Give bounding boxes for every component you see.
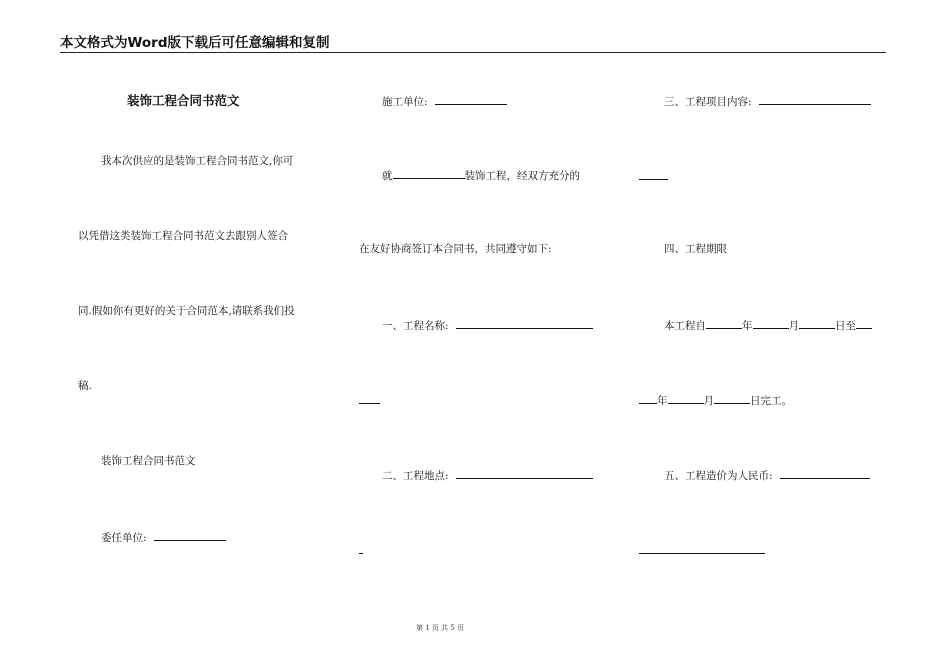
contractor-blank (435, 93, 507, 105)
item4-heading: 四、工程期限 (664, 243, 727, 255)
intro-line-3: 同.假如你有更好的关于合同范本,请联系我们投 (78, 305, 295, 317)
page-footer: 第 1 页 共 5 页 (415, 624, 465, 632)
project-clause (382, 167, 580, 183)
document-title: 装饰工程合同书范文 (127, 93, 240, 108)
intro-line-4: 稿. (78, 380, 92, 392)
period-end-line (639, 392, 792, 408)
period-start-line (664, 317, 872, 333)
client-blank (154, 529, 226, 541)
item5-field (664, 467, 870, 483)
start-year-blank (706, 317, 742, 329)
project-blank (393, 167, 465, 179)
item2-blank-continued (359, 553, 363, 554)
client-label: 委任单位: (101, 532, 147, 544)
end-month-text: 月 (703, 395, 714, 407)
item3-label: 三、工程项目内容: (664, 96, 752, 108)
end-year-text: 年 (657, 395, 668, 407)
item1-field (382, 317, 593, 333)
end-month-blank (668, 392, 704, 404)
item2-blank (456, 467, 593, 479)
item1-label: 一、工程名称: (382, 320, 449, 332)
item5-blank (780, 467, 870, 479)
client-field (101, 529, 226, 545)
start-month-blank (753, 317, 789, 329)
item2-label: 二、工程地点: (382, 470, 449, 482)
project-text: 装饰工程，经双方充分的 (464, 170, 580, 182)
end-year-blank-continued (639, 392, 657, 404)
section-subtitle: 装饰工程合同书范文 (101, 455, 196, 467)
completion-text: 日完工。 (750, 395, 792, 407)
document-header: 本文格式为Word版下载后可任意编辑和复制 (60, 35, 330, 51)
item1-blank (456, 317, 593, 329)
item3-blank (759, 93, 871, 105)
item3-field (664, 93, 871, 109)
negotiate-clause: 在友好协商签订本合同书，共同遵守如下: (359, 243, 552, 255)
header-divider (60, 52, 886, 53)
day-to-text: 日至 (835, 320, 856, 332)
start-day-blank (799, 317, 835, 329)
end-day-blank (714, 392, 750, 404)
item5-label: 五、工程造价为人民币: (664, 470, 773, 482)
intro-line-1: 我本次供应的是装饰工程合同书范文,你可 (101, 155, 294, 167)
year-text: 年 (742, 320, 753, 332)
month-text: 月 (788, 320, 799, 332)
contractor-label: 施工单位: (382, 96, 428, 108)
end-year-blank (856, 317, 872, 329)
jiu-text: 就 (382, 170, 393, 182)
item5-blank-continued (639, 553, 765, 554)
item3-blank-continued (639, 179, 668, 180)
item1-blank-continued (359, 403, 380, 404)
period-start-text: 本工程自 (664, 320, 706, 332)
item2-field (382, 467, 593, 483)
contractor-field (382, 93, 507, 109)
intro-line-2: 以凭借这类装饰工程合同书范文去跟别人签合 (78, 230, 288, 242)
